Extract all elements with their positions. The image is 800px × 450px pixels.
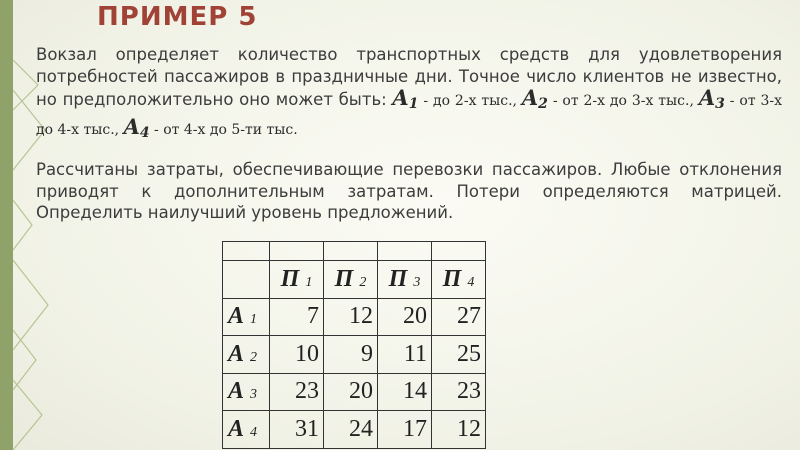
table-row	[223, 373, 486, 411]
col-header-p3: П 3	[378, 261, 432, 299]
problem-text	[36, 44, 782, 144]
row-header-a1: А 1	[223, 298, 270, 336]
matrix-cell: 17	[378, 411, 432, 449]
matrix-cell: 10	[270, 336, 324, 374]
option-a4: $A_4$ - от 4-х до 5-ти тыс.	[123, 113, 298, 141]
matrix-cell	[223, 242, 270, 261]
table-row	[223, 298, 486, 336]
matrix-cell: 31	[270, 411, 324, 449]
table-row	[223, 336, 486, 374]
option-a2: $A_2$ - от 2-х до 3-х тыс.,	[521, 85, 699, 112]
matrix-cell: 27	[432, 298, 486, 336]
row-header-a3: А 3	[223, 373, 270, 411]
matrix-cell: 23	[270, 373, 324, 411]
matrix-cell: 20	[324, 373, 378, 411]
matrix-corner	[223, 261, 270, 299]
matrix-cell: 9	[324, 336, 378, 374]
matrix-header-row	[223, 261, 486, 299]
row-header-a4: А 4	[223, 411, 270, 449]
matrix-cell: 14	[378, 373, 432, 411]
matrix-cell: 12	[324, 298, 378, 336]
matrix-cell: 7	[270, 298, 324, 336]
matrix-cell: 25	[432, 336, 486, 374]
col-header-p2: П 2	[324, 261, 378, 299]
loss-matrix	[222, 241, 486, 449]
matrix-cell: 23	[432, 373, 486, 411]
slide-title: ПРИМЕР 5	[97, 2, 258, 32]
table-row	[223, 411, 486, 449]
matrix-cell: 20	[378, 298, 432, 336]
matrix-cell	[270, 242, 324, 261]
col-header-p1: П 1	[270, 261, 324, 299]
matrix-cell: 11	[378, 336, 432, 374]
matrix-cell	[324, 242, 378, 261]
matrix-cell	[432, 242, 486, 261]
matrix-cell	[378, 242, 432, 261]
matrix-spacer-row	[223, 242, 486, 261]
col-header-p4: П 4	[432, 261, 486, 299]
option-a1: $A_1$ - до 2-х тыс.,	[392, 85, 522, 112]
option-a3: $A_3$ - от 3-х до 4-х тыс.,	[36, 85, 782, 138]
matrix-cell: 24	[324, 411, 378, 449]
problem-text-intro: Вокзал определяет количество транспортных средств для удовлетворения потребностей пассажиров в праздничные дни. Точное число клиентов не известно, но предположительно оно может быть:	[36, 45, 782, 109]
matrix-cell: 12	[432, 411, 486, 449]
task-text: Рассчитаны затраты, обеспечивающие перевозки пассажиров. Любые отклонения приводят к дополнительным затратам. Потери определяются матрицей. Определить наилучший уровень предложений.	[36, 160, 782, 222]
row-header-a2: А 2	[223, 336, 270, 374]
